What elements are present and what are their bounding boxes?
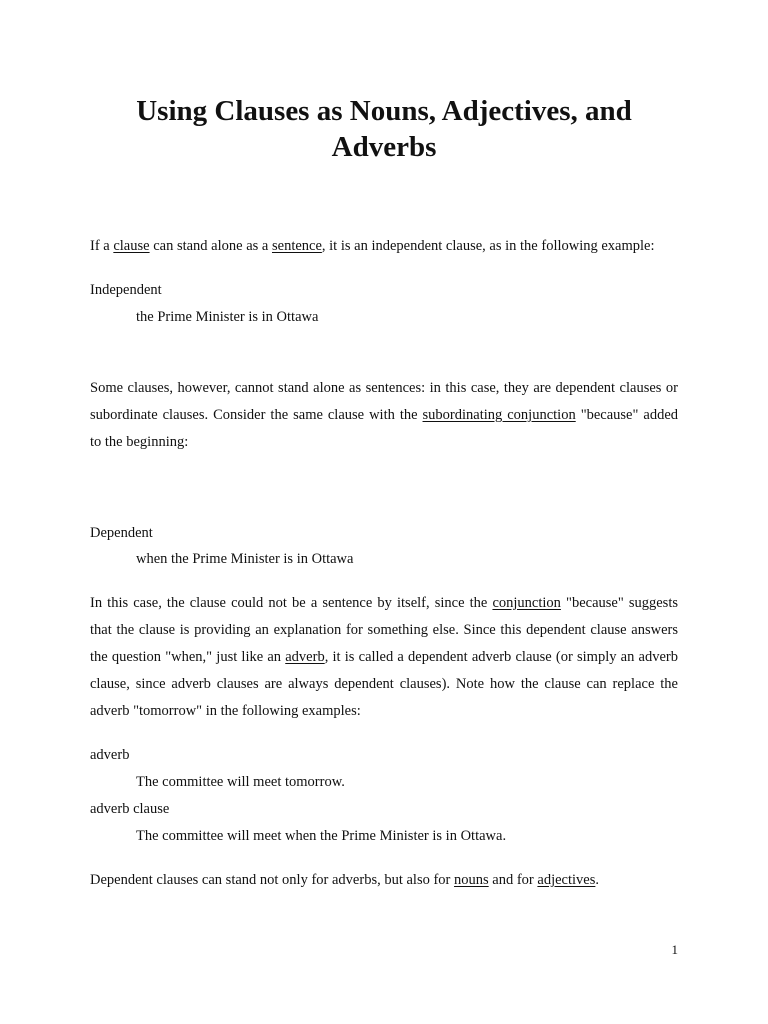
example-text-adverb-clause: The committee will meet when the Prime Minister is in Ottawa. [136,828,507,844]
page-number: 1 [671,942,678,957]
example-label-adverb: adverb [90,747,130,763]
link-subordinating-conjunction[interactable]: subordinating conjunction [422,407,576,423]
paragraph-independent-intro: If a clause can stand alone as a sentence, it is an independent clause, as in the following example: [90,238,655,254]
link-nouns[interactable]: nouns [454,872,489,888]
link-adjectives[interactable]: adjectives [537,872,596,888]
example-label-independent: Independent [90,282,162,298]
link-clause[interactable]: clause [113,238,150,254]
paragraph-nouns-adjectives: Dependent clauses can stand not only for adverbs, but also for nouns and for adjectives. [90,872,599,888]
paragraph-adverb-clause: In this case, the clause could not be a sentence by itself, since the conjunction "because" suggests that the clause is providing an explanation for something else. Since this dependent clause answers the question "when," just like an adverb, it is called a dependent adverb clause (or simply an adverb clause, since adverb clauses are always dependent clauses). Note how the clause can replace the adverb "tomorrow" in the following examples: [90,595,679,719]
example-text-dependent: when the Prime Minister is in Ottawa [136,551,354,567]
paragraph-dependent-intro: Some clauses, however, cannot stand alone as sentences: in this case, they are dependent clauses or subordinate clauses. Consider the same clause with the subordinating conjunction "because" added to the beginning: [90,380,679,450]
example-label-adverb-clause: adverb clause [90,801,170,817]
example-text-adverb: The committee will meet tomorrow. [136,774,345,790]
link-conjunction[interactable]: conjunction [492,595,561,611]
link-sentence[interactable]: sentence [271,238,322,254]
example-text-independent: the Prime Minister is in Ottawa [136,309,319,325]
page-title: Using Clauses as Nouns, Adjectives, and Adverbs [136,95,632,163]
link-adverb[interactable]: adverb [285,649,325,665]
example-label-dependent: Dependent [90,525,153,541]
